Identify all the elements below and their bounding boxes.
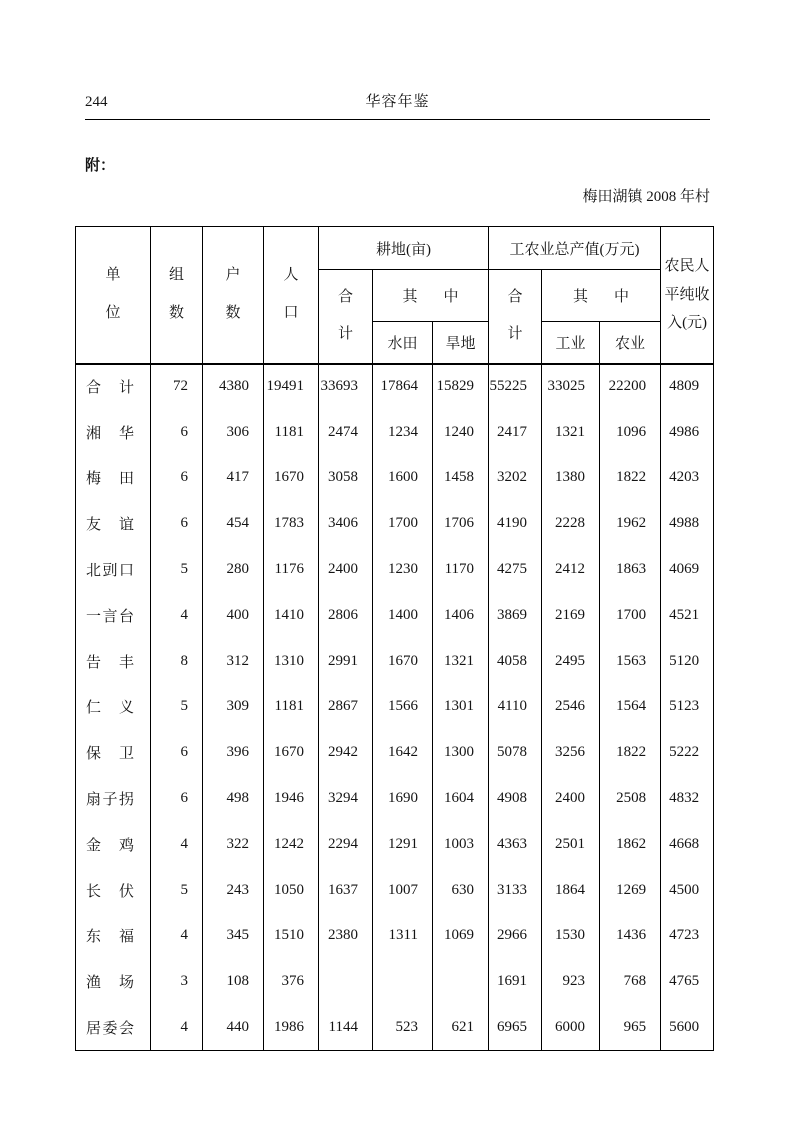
- table-cell: 3133: [489, 867, 542, 913]
- table-cell: 1670: [373, 638, 433, 684]
- table-cell: 1230: [373, 547, 433, 593]
- row-unit-name-label: 渔场: [86, 975, 134, 992]
- table-cell: 768: [600, 959, 661, 1005]
- table-cell: 1181: [264, 684, 319, 730]
- table-cell: 5123: [661, 684, 714, 730]
- table-cell: 923: [542, 959, 600, 1005]
- table-cell: 1096: [600, 409, 661, 455]
- table-row: [76, 364, 714, 410]
- row-unit-name: [76, 592, 151, 638]
- table-cell: 1144: [319, 1005, 373, 1051]
- table-row: [76, 409, 714, 455]
- col-header-output-total: [489, 270, 542, 364]
- row-unit-name-label: 合计: [86, 380, 134, 397]
- col-header-groups-label: 组数: [168, 267, 184, 321]
- col-header-paddy: 水田: [373, 322, 433, 364]
- table-cell: 1510: [264, 913, 319, 959]
- table-row: [76, 455, 714, 501]
- table-cell: 1642: [373, 730, 433, 776]
- table-cell: 2400: [319, 547, 373, 593]
- table-body: [76, 364, 714, 1051]
- table-cell: 15829: [433, 364, 489, 410]
- table-cell: [433, 959, 489, 1005]
- col-header-output-ofwhich: [542, 270, 661, 322]
- table-cell: 4986: [661, 409, 714, 455]
- table-cell: 4363: [489, 821, 542, 867]
- table-cell: 2501: [542, 821, 600, 867]
- table-cell: 4765: [661, 959, 714, 1005]
- page-number: 244: [85, 94, 108, 110]
- row-unit-name-label: 保卫: [86, 746, 134, 763]
- table-row: [76, 867, 714, 913]
- row-unit-name-label: 一言台: [86, 608, 134, 625]
- table-cell: 5222: [661, 730, 714, 776]
- header-row-1: [76, 227, 714, 270]
- table-cell: 1242: [264, 821, 319, 867]
- table-cell: 1400: [373, 592, 433, 638]
- row-unit-name-label: 告丰: [86, 654, 134, 671]
- table-cell: 280: [203, 547, 264, 593]
- table-cell: 4723: [661, 913, 714, 959]
- table-cell: 523: [373, 1005, 433, 1051]
- row-unit-name: [76, 684, 151, 730]
- table-cell: 2474: [319, 409, 373, 455]
- table-row: [76, 1005, 714, 1051]
- table-cell: 2966: [489, 913, 542, 959]
- row-unit-name-label: 金鸡: [86, 837, 134, 854]
- table-cell: 1706: [433, 501, 489, 547]
- col-header-income-label: 农民人平纯收入(元): [664, 258, 710, 331]
- table-cell: 1822: [600, 730, 661, 776]
- table-cell: 1863: [600, 547, 661, 593]
- table-cell: 33693: [319, 364, 373, 410]
- table-cell: 1240: [433, 409, 489, 455]
- table-cell: 3294: [319, 776, 373, 822]
- table-cell: 2169: [542, 592, 600, 638]
- row-unit-name: [76, 1005, 151, 1051]
- table-cell: 1690: [373, 776, 433, 822]
- table-cell: 1670: [264, 455, 319, 501]
- table-cell: 1269: [600, 867, 661, 913]
- table-cell: 4500: [661, 867, 714, 913]
- row-unit-name: [76, 501, 151, 547]
- table-cell: 1637: [319, 867, 373, 913]
- table-cell: 4: [151, 913, 203, 959]
- table-cell: 4275: [489, 547, 542, 593]
- table-cell: 309: [203, 684, 264, 730]
- table-cell: 345: [203, 913, 264, 959]
- row-unit-name: [76, 455, 151, 501]
- col-header-households: [203, 227, 264, 364]
- village-statistics-table: [75, 226, 714, 1051]
- table-cell: 417: [203, 455, 264, 501]
- col-header-output-value: 工农业总产值(万元): [489, 227, 661, 270]
- table-cell: 3256: [542, 730, 600, 776]
- table-cell: 243: [203, 867, 264, 913]
- table-cell: 2991: [319, 638, 373, 684]
- table-cell: 440: [203, 1005, 264, 1051]
- table-cell: 1600: [373, 455, 433, 501]
- table-cell: [373, 959, 433, 1005]
- table-cell: 4: [151, 1005, 203, 1051]
- table-cell: 1311: [373, 913, 433, 959]
- col-header-cultivated-land: 耕地(亩): [319, 227, 489, 270]
- table-cell: 965: [600, 1005, 661, 1051]
- table-cell: 1864: [542, 867, 600, 913]
- table-cell: 1050: [264, 867, 319, 913]
- table-cell: 3406: [319, 501, 373, 547]
- table-cell: 2806: [319, 592, 373, 638]
- row-unit-name: [76, 638, 151, 684]
- table-caption: 梅田湖镇 2008 年村: [582, 189, 710, 205]
- table-cell: 1310: [264, 638, 319, 684]
- col-header-unit: [76, 227, 151, 364]
- col-header-dryland: 旱地: [433, 322, 489, 364]
- table-cell: 3869: [489, 592, 542, 638]
- table-cell: 1783: [264, 501, 319, 547]
- table-cell: 4058: [489, 638, 542, 684]
- table-row: [76, 913, 714, 959]
- table-cell: 1564: [600, 684, 661, 730]
- table-cell: 2942: [319, 730, 373, 776]
- col-header-land-total-label: 合计: [337, 288, 353, 343]
- row-unit-name: [76, 364, 151, 410]
- table-cell: 2417: [489, 409, 542, 455]
- table-cell: 1962: [600, 501, 661, 547]
- table-row: [76, 730, 714, 776]
- col-header-agriculture: 农业: [600, 322, 661, 364]
- table-cell: 621: [433, 1005, 489, 1051]
- table-cell: 498: [203, 776, 264, 822]
- table-cell: 2412: [542, 547, 600, 593]
- table-cell: 1530: [542, 913, 600, 959]
- col-header-output-total-label: 合计: [507, 288, 523, 343]
- col-header-output-ofwhich-label: 其中: [573, 289, 630, 305]
- table-row: [76, 547, 714, 593]
- row-unit-name: [76, 730, 151, 776]
- table-cell: 6000: [542, 1005, 600, 1051]
- table-cell: 2867: [319, 684, 373, 730]
- row-unit-name: [76, 409, 151, 455]
- table-cell: 1321: [433, 638, 489, 684]
- table-cell: 4988: [661, 501, 714, 547]
- row-unit-name-label: 湘华: [86, 425, 134, 442]
- table-cell: 2228: [542, 501, 600, 547]
- col-header-population-label: 人口: [283, 267, 299, 321]
- row-unit-name: [76, 959, 151, 1005]
- table-row: [76, 776, 714, 822]
- row-unit-name-label: 居委会: [86, 1020, 134, 1037]
- table-cell: 2400: [542, 776, 600, 822]
- table-row: [76, 959, 714, 1005]
- table-cell: 5: [151, 547, 203, 593]
- col-header-land-ofwhich: [373, 270, 489, 322]
- table-cell: [319, 959, 373, 1005]
- table-cell: 4668: [661, 821, 714, 867]
- table-cell: 2508: [600, 776, 661, 822]
- table-cell: 2294: [319, 821, 373, 867]
- table-cell: 6965: [489, 1005, 542, 1051]
- table-cell: 2546: [542, 684, 600, 730]
- table-cell: 1380: [542, 455, 600, 501]
- table-cell: 322: [203, 821, 264, 867]
- row-unit-name-label: 东福: [86, 929, 134, 946]
- table-cell: 5600: [661, 1005, 714, 1051]
- table-cell: 22200: [600, 364, 661, 410]
- col-header-groups: [151, 227, 203, 364]
- table-cell: 5120: [661, 638, 714, 684]
- table-cell: 1300: [433, 730, 489, 776]
- table-cell: 1700: [373, 501, 433, 547]
- row-unit-name-label: 友谊: [86, 517, 134, 534]
- table-cell: 6: [151, 409, 203, 455]
- row-unit-name-label: 扇子拐: [86, 792, 134, 809]
- table-cell: 1691: [489, 959, 542, 1005]
- table-header: [76, 227, 714, 364]
- col-header-land-total: [319, 270, 373, 364]
- table-cell: 306: [203, 409, 264, 455]
- row-unit-name: [76, 821, 151, 867]
- table-cell: 1301: [433, 684, 489, 730]
- table-cell: 396: [203, 730, 264, 776]
- table-cell: 4521: [661, 592, 714, 638]
- col-header-population: [264, 227, 319, 364]
- table-cell: 5078: [489, 730, 542, 776]
- table-cell: 1321: [542, 409, 600, 455]
- table-cell: 1563: [600, 638, 661, 684]
- table-cell: 4908: [489, 776, 542, 822]
- table-cell: 2380: [319, 913, 373, 959]
- table-cell: 4190: [489, 501, 542, 547]
- col-header-unit-label: 单位: [105, 267, 121, 321]
- table-cell: 376: [264, 959, 319, 1005]
- table-cell: 1862: [600, 821, 661, 867]
- col-header-land-ofwhich-label: 其中: [402, 289, 459, 305]
- table-row: [76, 638, 714, 684]
- table-cell: 3058: [319, 455, 373, 501]
- book-title: 华容年鉴: [365, 94, 430, 110]
- table-cell: 400: [203, 592, 264, 638]
- table-cell: 1181: [264, 409, 319, 455]
- table-row: [76, 684, 714, 730]
- running-head: [85, 90, 710, 120]
- table-cell: 1007: [373, 867, 433, 913]
- table-cell: 5: [151, 684, 203, 730]
- table-cell: 1822: [600, 455, 661, 501]
- table-cell: 1234: [373, 409, 433, 455]
- table-cell: 4203: [661, 455, 714, 501]
- table-cell: 1670: [264, 730, 319, 776]
- table-cell: 4832: [661, 776, 714, 822]
- table-cell: 4069: [661, 547, 714, 593]
- table-cell: 4110: [489, 684, 542, 730]
- table-cell: 312: [203, 638, 264, 684]
- table-row: [76, 592, 714, 638]
- table-cell: 4: [151, 821, 203, 867]
- table-cell: 1176: [264, 547, 319, 593]
- table-cell: 6: [151, 730, 203, 776]
- row-unit-name-label: 仁义: [86, 700, 134, 717]
- table-row: [76, 501, 714, 547]
- table-cell: 1410: [264, 592, 319, 638]
- table-cell: 17864: [373, 364, 433, 410]
- table-cell: 5: [151, 867, 203, 913]
- table-cell: 108: [203, 959, 264, 1005]
- row-unit-name-label: 梅田: [86, 471, 134, 488]
- table-cell: 2495: [542, 638, 600, 684]
- table-cell: 33025: [542, 364, 600, 410]
- row-unit-name-label: 长伏: [86, 883, 134, 900]
- table-cell: 454: [203, 501, 264, 547]
- col-header-industry: 工业: [542, 322, 600, 364]
- table-cell: 1291: [373, 821, 433, 867]
- table-cell: 72: [151, 364, 203, 410]
- table-cell: 1700: [600, 592, 661, 638]
- col-header-income: [661, 227, 714, 364]
- table-cell: 1946: [264, 776, 319, 822]
- table-cell: 19491: [264, 364, 319, 410]
- table-cell: 1170: [433, 547, 489, 593]
- table-cell: 3: [151, 959, 203, 1005]
- table-cell: 4: [151, 592, 203, 638]
- table-cell: 6: [151, 455, 203, 501]
- table-cell: 1986: [264, 1005, 319, 1051]
- table-row: [76, 821, 714, 867]
- table-cell: 1458: [433, 455, 489, 501]
- table-cell: 8: [151, 638, 203, 684]
- table-cell: 4380: [203, 364, 264, 410]
- appendix-label: 附：: [85, 158, 116, 174]
- table-cell: 1436: [600, 913, 661, 959]
- row-unit-name: [76, 776, 151, 822]
- row-unit-name-label: 北剅口: [86, 563, 134, 580]
- col-header-households-label: 户数: [225, 267, 241, 321]
- table-cell: 1003: [433, 821, 489, 867]
- table-cell: 630: [433, 867, 489, 913]
- table-cell: 3202: [489, 455, 542, 501]
- table-cell: 4809: [661, 364, 714, 410]
- table-cell: 6: [151, 501, 203, 547]
- table-cell: 1069: [433, 913, 489, 959]
- row-unit-name: [76, 547, 151, 593]
- table-cell: 1604: [433, 776, 489, 822]
- table-cell: 1566: [373, 684, 433, 730]
- table-cell: 6: [151, 776, 203, 822]
- table-cell: 55225: [489, 364, 542, 410]
- row-unit-name: [76, 913, 151, 959]
- table-cell: 1406: [433, 592, 489, 638]
- row-unit-name: [76, 867, 151, 913]
